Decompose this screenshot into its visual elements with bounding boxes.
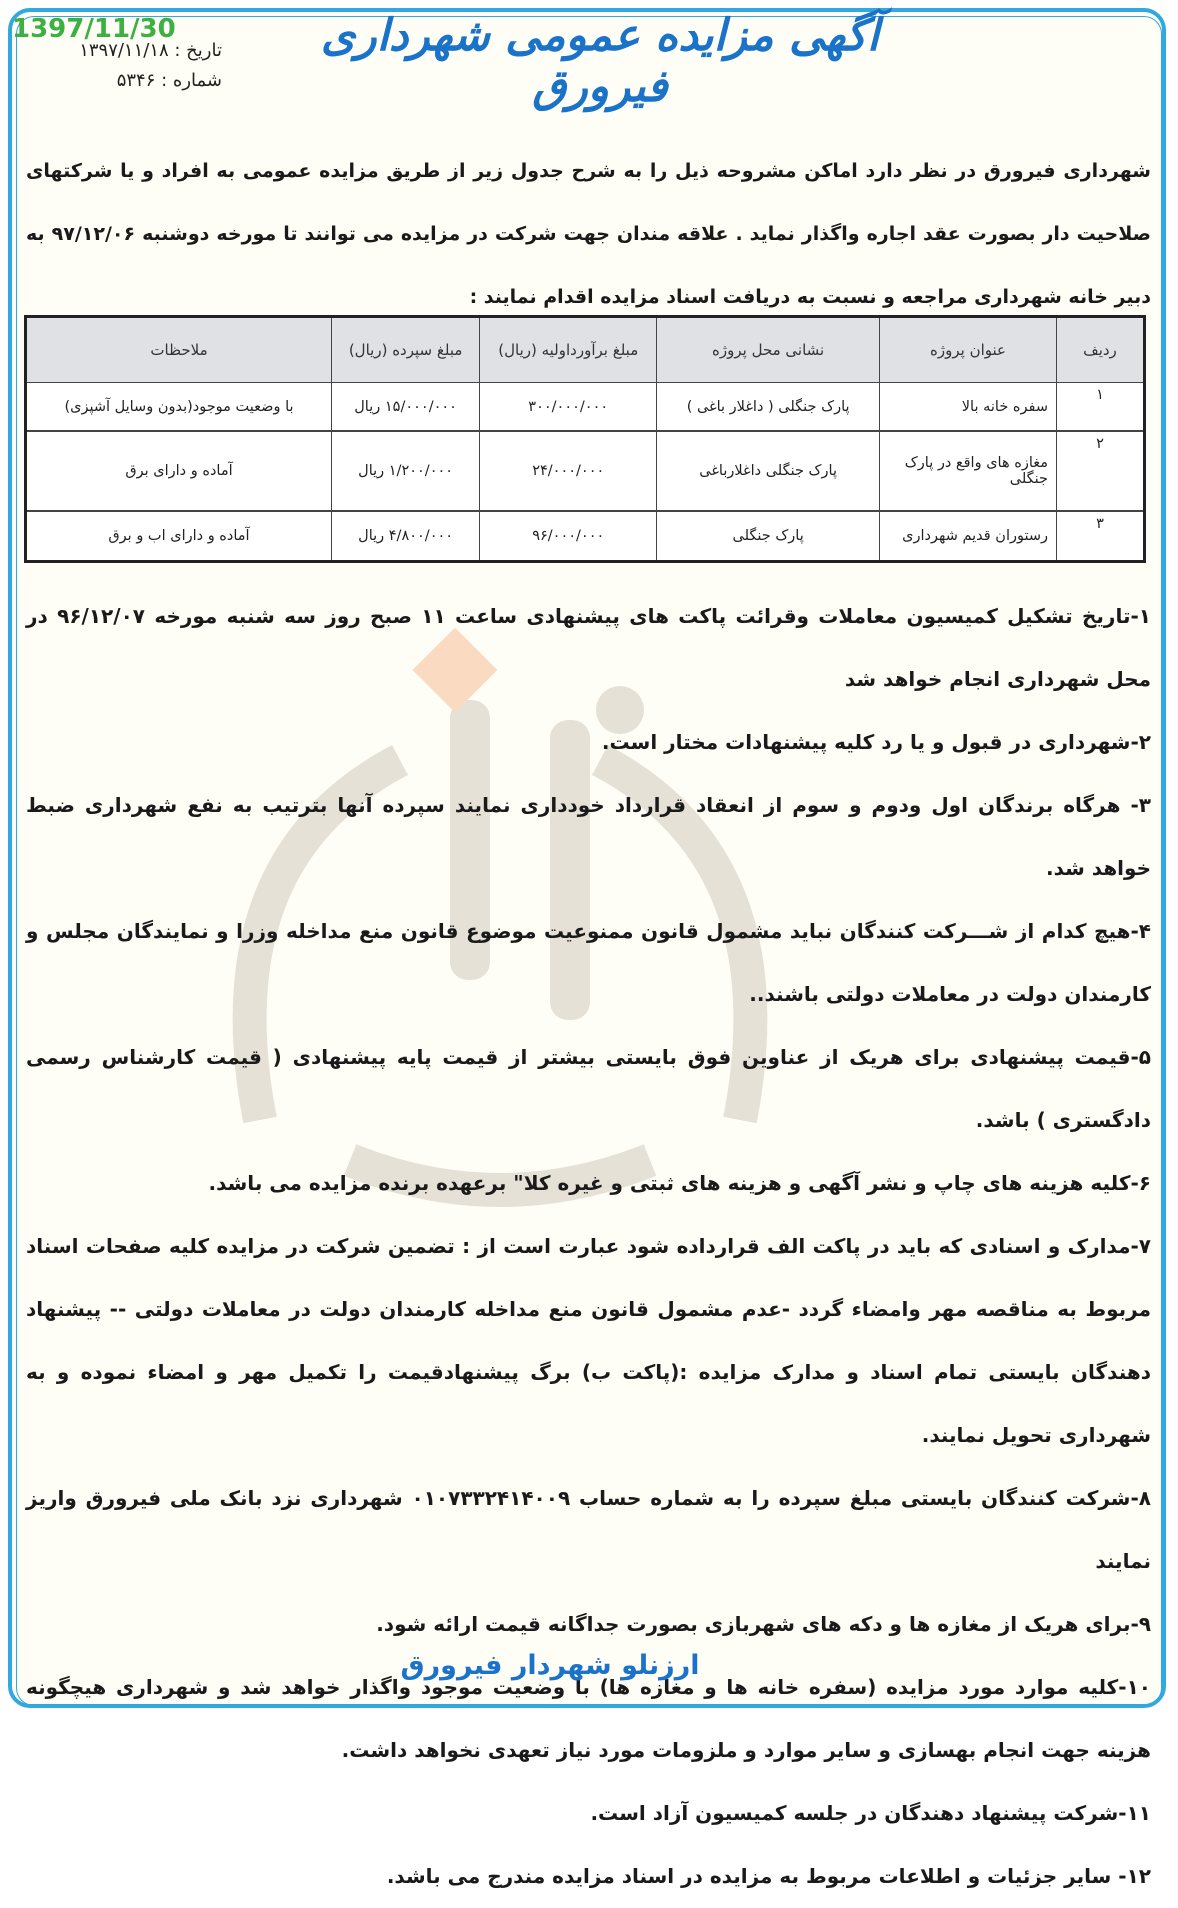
row-deposit: ۱/۲۰۰/۰۰۰ ریال — [332, 431, 480, 511]
table-row — [26, 431, 1145, 511]
row-estimate: ۲۴/۰۰۰/۰۰۰ — [480, 431, 657, 511]
row-deposit: ۱۵/۰۰۰/۰۰۰ ریال — [332, 383, 480, 432]
table-header-cell: مبلغ برآورداولیه (ریال) — [480, 317, 657, 383]
clause-item: ۵-قیمت پیشنهادی برای هریک از عناوین فوق بایستی بیشتر از قیمت پایه پیشنهادی ( قیمت کارشناس رسمی دادگستری ) باشد. — [26, 1045, 1151, 1132]
page-title: آگهی مزایده عمومی شهرداری فیرورق — [320, 10, 880, 112]
row-notes: با وضعیت موجود(بدون وسایل آشپزی) — [26, 383, 332, 432]
row-estimate: ۹۶/۰۰۰/۰۰۰ — [480, 511, 657, 561]
table-header-row — [26, 317, 1145, 383]
clauses-list — [26, 585, 1151, 1908]
clause-item: ۴-هیچ کدام از شـــرکت کنندگان نباید مشمول قانون ممنوعیت موضوع قانون منع مداخله وزرا و نمایندگان مجلس و کارمندان دولت در معاملات دولتی باشند.. — [26, 919, 1151, 1006]
table-header-cell: عنوان پروژه — [880, 317, 1057, 383]
row-title: رستوران قدیم شهرداری — [880, 511, 1057, 561]
row-title: مغازه های واقع در پارک جنگلی — [880, 431, 1057, 511]
row-index: ۳ — [1057, 511, 1145, 561]
table-row — [26, 511, 1145, 561]
row-estimate: ۳۰۰/۰۰۰/۰۰۰ — [480, 383, 657, 432]
clause-item: ۹-برای هریک از مغازه ها و دکه های شهربازی بصورت جداگانه قیمت ارائه شود. — [376, 1612, 1151, 1636]
clause-item: ۸-شرکت کنندگان بایستی مبلغ سپرده را به شماره حساب ۰۱۰۷۳۳۲۴۱۴۰۰۹ شهرداری نزد بانک ملی فیرورق واریز نمایند — [26, 1486, 1151, 1573]
auction-table — [24, 315, 1146, 563]
table-header-cell: ملاحظات — [26, 317, 332, 383]
clause-item: ۱۲- سایر جزئیات و اطلاعات مربوط به مزایده در اسناد مزایده مندرج می باشد. — [386, 1864, 1151, 1888]
table-row — [26, 383, 1145, 432]
clause-item: ۳- هرگاه برندگان اول ودوم و سوم از انعقاد قرارداد خودداری نمایند سپرده آنها بترتیب به نفع شهرداری ضبط خواهد شد. — [26, 793, 1151, 880]
document-meta — [62, 36, 222, 96]
row-index: ۲ — [1057, 431, 1145, 511]
document-number: شماره : ۵۳۴۶ — [116, 70, 222, 91]
intro-paragraph: شهرداری فیرورق در نظر دارد اماکن مشروحه ذیل را به شرح جدول زیر از طریق مزایده عمومی به افراد و یا شرکتهای صلاحیت دار بصورت عقد اجاره واگذار نماید . علاقه مندان جهت شرکت در مزایده می توانند تا مورخه دوشنبه ۹۷/۱۲/۰۶ به دبیر خانه شهرداری مراجعه و نسبت به دریافت اسناد مزایده اقدام نمایند : — [26, 160, 1151, 308]
document-date: تاریخ : ۱۳۹۷/۱۱/۱۸ — [79, 40, 222, 61]
row-index: ۱ — [1057, 383, 1145, 432]
row-deposit: ۴/۸۰۰/۰۰۰ ریال — [332, 511, 480, 561]
row-notes: آماده و دارای اب و برق — [26, 511, 332, 561]
row-address: پارک جنگلی ( داغلار باغی ) — [657, 383, 880, 432]
stamp-date: 1397/11/30 — [12, 14, 176, 44]
clause-item: ۱۰-کلیه موارد مورد مزایده (سفره خانه ها و مغازه ها) با وضعیت موجود واگذار خواهد شد و شهرداری هیچگونه هزینه جهت انجام بهسازی و سایر موارد و ملزومات مورد نیاز تعهدی نخواهد داشت. — [26, 1675, 1151, 1762]
table-header-cell: نشانی محل پروژه — [657, 317, 880, 383]
table-header-cell: مبلغ سپرده (ریال) — [332, 317, 480, 383]
row-notes: آماده و دارای برق — [26, 431, 332, 511]
signature: ارزنلو شهردار فیرورق — [400, 1650, 700, 1681]
clause-item: ۱-تاریخ تشکیل کمیسیون معاملات وقرائت پاکت های پیشنهادی ساعت ۱۱ صبح روز سه شنبه مورخه ۹۶/۱۲/۰۷ در محل شهرداری انجام خواهد شد — [26, 604, 1151, 691]
clause-item: ۲-شهرداری در قبول و یا رد کلیه پیشنهادات مختار است. — [601, 730, 1151, 754]
clause-item: ۶-کلیه هزینه های چاپ و نشر آگهی و هزینه های ثبتی و غیره کلا" برعهده برنده مزایده می باشد. — [208, 1171, 1151, 1195]
row-address: پارک جنگلی — [657, 511, 880, 561]
row-title: سفره خانه بالا — [880, 383, 1057, 432]
table-header-cell: ردیف — [1057, 317, 1145, 383]
clause-item: ۷-مدارک و اسنادی که باید در پاکت الف قرارداده شود عبارت است از : تضمین شرکت در مزایده کلیه صفحات اسناد مربوط به مناقصه مهر وامضاء گردد -عدم مشمول قانون منع مداخله کارمندان دولت در معاملات دولتی -- پیشنهاد دهندگان بایستی تمام اسناد و مدارک مزایده :(پاکت ب) برگ پیشنهادقیمت را تکمیل مهر و امضاء نموده و به شهرداری تحویل نمایند. — [26, 1234, 1151, 1447]
row-address: پارک جنگلی داغلارباغی — [657, 431, 880, 511]
clause-item: ۱۱-شرکت پیشنهاد دهندگان در جلسه کمیسیون آزاد است. — [590, 1801, 1151, 1825]
